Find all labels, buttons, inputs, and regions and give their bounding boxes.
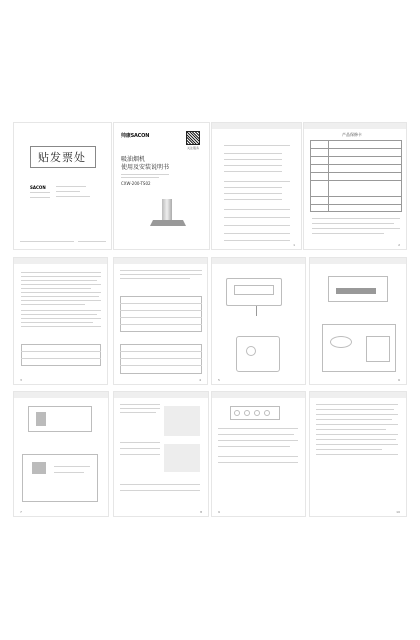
cooktop-diagram (236, 336, 280, 372)
page-cleaning: 10 (309, 391, 407, 517)
page-specs: 4 (113, 257, 208, 385)
cover-doc-title: 使用及安装说明书 (121, 164, 170, 171)
page-cover (113, 122, 210, 250)
page-install-1: 7 (13, 391, 109, 517)
page-operation: 9 (211, 391, 306, 517)
page-install-2: 8 (113, 391, 209, 517)
page-invoice (13, 122, 112, 250)
hood-body-illustration (150, 220, 186, 226)
warranty-table (310, 140, 402, 212)
qr-code-icon (186, 131, 200, 145)
qr-caption: 关注服务 (187, 146, 200, 150)
hood-chimney (162, 199, 172, 221)
specs-table (120, 296, 202, 332)
back-brand: SACON (30, 185, 46, 190)
page-warranty: 产品保修卡 2 (303, 122, 407, 250)
page-toc: 1 (211, 122, 302, 250)
invoice-stamp-text: 贴发票处 (38, 151, 86, 164)
hazard-table (21, 344, 101, 366)
page-safety-1: 3 (13, 257, 108, 385)
cover-product-name: 吸油烟机 (121, 156, 146, 163)
warranty-title: 产品保修卡 (342, 132, 362, 137)
cover-model: CXW-200-TS02 (121, 181, 151, 186)
page-diagram-2: 6 (309, 257, 407, 385)
parts-table (120, 344, 202, 374)
page-diagram-1: 5 (211, 257, 306, 385)
cover-brand: 帅康SACON (121, 133, 150, 139)
hood-side-illustration (336, 288, 376, 294)
